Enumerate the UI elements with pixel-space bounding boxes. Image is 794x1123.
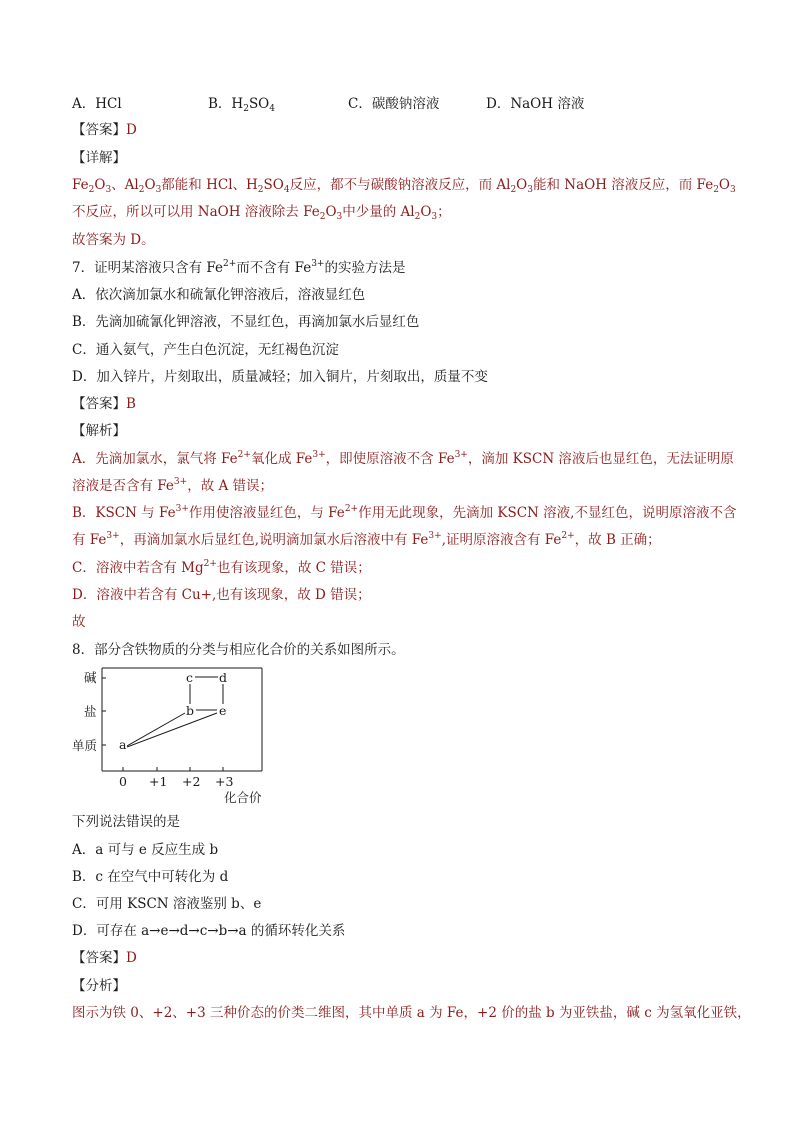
q8-question: 下列说法错误的是 xyxy=(72,814,180,830)
answer-label: 【答案】 xyxy=(72,122,126,138)
q6-option-a: A．HCl xyxy=(72,96,122,112)
q7-analysis-d: D．溶液中若含有 Cu+,也有该现象，故 D 错误； xyxy=(72,587,371,603)
q8-stem: 8．部分含铁物质的分类与相应化合价的关系如图所示。 xyxy=(72,642,405,658)
x-label-3: +3 xyxy=(215,774,234,789)
q7-answer: 【答案】B xyxy=(72,396,136,412)
q8-option-b: B．c 在空气中可转化为 d xyxy=(72,869,229,885)
y-label-salt: 盐 xyxy=(84,704,97,719)
q7-analysis-label: 【解析】 xyxy=(72,423,126,439)
line-a-e xyxy=(127,713,217,747)
q6-detail-label: 【详解】 xyxy=(72,150,126,166)
y-label-base: 碱 xyxy=(84,670,97,685)
q7-analysis-a-line-1: A．先滴加氯水，氯气将 $Fe^{2+}$氧化成 $Fe^{3+}$，即使原溶液不含 $Fe^{3+}$，滴加 KSCN 溶液后也显红色，无法证明原 xyxy=(72,450,734,467)
q8-option-a: A．a 可与 e 反应生成 b xyxy=(72,842,219,858)
q6-option-b-text: SO xyxy=(248,96,270,112)
q6-option-c: C．碳酸钠溶液 xyxy=(348,96,440,112)
x-label-0: 0 xyxy=(119,774,127,789)
point-c: c xyxy=(186,670,194,685)
q8-answer: 【答案】D xyxy=(72,950,137,966)
q6-answer xyxy=(72,120,137,140)
subscript: 4 xyxy=(269,104,275,114)
q6-option-d: D．NaOH 溶液 xyxy=(486,96,585,112)
point-d: d xyxy=(219,670,228,685)
q7-option-b: B．先滴加硫氰化钾溶液，不显红色，再滴加氯水后显红色 xyxy=(72,314,420,330)
x-axis-title: 化合价 xyxy=(224,790,262,805)
q7-analysis-b-line-2: 有 $Fe^{3+}$，再滴加氯水后显红色,说明滴加氯水后溶液中有 $Fe^{3+}$,证明原溶液含有 $Fe^{2+}$，故 B 正确； xyxy=(72,531,661,548)
q7-option-c: C．通入氨气，产生白色沉淀，无红褐色沉淀 xyxy=(72,342,339,358)
q7-analysis-c: C．溶液中若含有 $Mg^{2+}$也有该现象，故 C 错误； xyxy=(72,559,371,576)
x-label-2: +2 xyxy=(182,774,201,789)
q6-option-b-text: B．H xyxy=(208,96,244,112)
q8-option-d: D．可存在 a→e→d→c→b→a 的循环转化关系 xyxy=(72,923,346,939)
point-b: b xyxy=(186,703,195,718)
q6-detail-line-1: $Fe_2O_3$、$Al_2O_3$都能和 HCl、$H_2SO_4$反应，都不与碳酸钠溶液反应，而 $Al_2O_3$能和 NaOH 溶液反应，而 $Fe_2O_3$ xyxy=(72,177,736,195)
q6-option-b xyxy=(208,94,275,114)
y-label-element: 单质 xyxy=(72,738,98,753)
q7-stem: 7．证明某溶液只含有 $Fe^{2+}$而不含有 $Fe^{3+}$的实验方法是 xyxy=(72,259,406,276)
x-label-1: +1 xyxy=(149,774,168,789)
point-e: e xyxy=(219,703,227,718)
answer-value: D xyxy=(126,122,137,138)
q8-option-c: C．可用 KSCN 溶液鉴别 b、e xyxy=(72,896,262,912)
valence-class-diagram xyxy=(72,664,272,809)
q7-option-a: A．依次滴加氯水和硫氰化钾溶液后，溶液显红色 xyxy=(72,287,366,303)
q8-analysis-label: 【分析】 xyxy=(72,978,126,994)
q7-analysis-a-line-2: 溶液是否含有 $Fe^{3+}$，故 A 错误； xyxy=(72,477,274,494)
q6-detail-line-2: 不反应，所以可以用 NaOH 溶液除去 $Fe_2O_3$中少量的 $Al_2O_3$； xyxy=(72,204,451,222)
q6-detail-line-3: 故答案为 D。 xyxy=(72,232,155,248)
line-a-b xyxy=(127,713,185,746)
q7-analysis-b-line-1: B．KSCN 与 $Fe^{3+}$作用使溶液显红色，与 $Fe^{2+}$作用无此现象，先滴加 KSCN 溶液,不显红色，说明原溶液不含 xyxy=(72,504,737,521)
q7-analysis-end: 故 xyxy=(72,614,86,630)
q8-analysis-text: 图示为铁 0、+2、+3 三种价态的价类二维图，其中单质 a 为 Fe，+2 价的盐 b 为亚铁盐，碱 c 为氢氧化亚铁， xyxy=(72,1005,751,1021)
subscript: 2 xyxy=(243,104,249,114)
q7-option-d: D．加入锌片，片刻取出，质量减轻；加入铜片，片刻取出，质量不变 xyxy=(72,369,488,385)
point-a: a xyxy=(119,737,127,752)
